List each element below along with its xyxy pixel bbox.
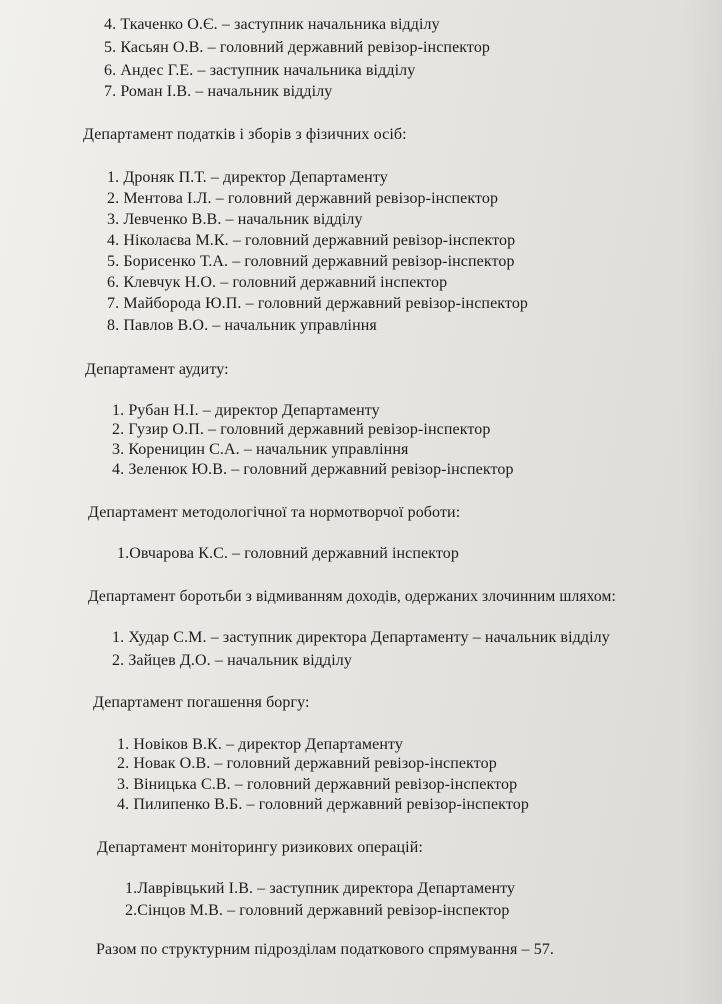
item-number: 3. (107, 211, 120, 228)
item-number: 2. (125, 902, 138, 919)
list-item (125, 901, 510, 921)
list-item (117, 795, 529, 815)
list-item (117, 735, 403, 755)
item-number: 1. (112, 402, 125, 419)
item-number: 5. (107, 253, 120, 270)
list-item (107, 189, 498, 209)
item-text: Павлов В.О. – начальник управління (123, 317, 377, 334)
item-text: Гузир О.П. – головний державний ревізор-інспектор (128, 421, 491, 438)
list-item (107, 168, 388, 188)
list-item (112, 440, 408, 460)
list-item (117, 754, 497, 774)
page-shadow (682, 0, 722, 1004)
item-text: Худар С.М. – заступник директора Департаменту – начальник відділу (128, 629, 610, 646)
item-number: 1. (125, 880, 138, 897)
list-item (112, 651, 352, 671)
item-text: Пилипенко В.Б. – головний державний ревізор-інспектор (133, 796, 529, 813)
item-number: 6. (107, 274, 120, 291)
item-number: 5. (104, 39, 117, 56)
list-item (112, 401, 380, 421)
item-text: Касьян О.В. – головний державний ревізор-інспектор (120, 39, 491, 56)
item-number: 1. (107, 169, 120, 186)
item-number: 2. (112, 652, 125, 669)
list-item (107, 252, 515, 272)
list-item (104, 38, 490, 58)
item-number: 7. (107, 295, 120, 312)
item-text: Новак О.В. – головний державний ревізор-інспектор (133, 755, 497, 772)
item-text: Борисенко Т.А. – головний державний ревізор-інспектор (123, 253, 515, 270)
section-heading: Департамент аудиту: (85, 361, 229, 378)
list-item (107, 294, 528, 314)
list-item (107, 210, 363, 230)
total-summary: Разом по структурним підрозділам податкового спрямування – 57. (96, 941, 555, 958)
item-number: 4. (117, 796, 130, 813)
section-heading: Департамент моніторингу ризикових операцій: (97, 839, 423, 856)
list-item (104, 61, 415, 81)
item-text: Овчарова К.С. – головний державний інспектор (129, 545, 459, 562)
item-number: 8. (107, 317, 120, 334)
list-item (112, 420, 490, 440)
item-text: Зайцев Д.О. – начальник відділу (128, 652, 352, 669)
item-number: 4. (104, 16, 117, 33)
item-number: 2. (107, 190, 120, 207)
section-heading: Департамент боротьби з відмиванням доходів, одержаних злочинним шляхом: (88, 588, 616, 605)
section-heading: Департамент погашення боргу: (93, 694, 310, 711)
list-item (107, 316, 377, 336)
list-item (117, 544, 459, 564)
item-text: Ткаченко О.Є. – заступник начальника відділу (120, 16, 440, 33)
list-item (104, 82, 332, 102)
item-number: 4. (107, 232, 120, 249)
list-item (107, 231, 515, 251)
item-number: 3. (112, 441, 125, 458)
item-text: Рубан Н.І. – директор Департаменту (128, 402, 380, 419)
item-text: Клевчук Н.О. – головний державний інспектор (123, 274, 448, 291)
item-text: Зеленюк Ю.В. – головний державний ревізор-інспектор (128, 461, 514, 478)
section-heading: Департамент податків і зборів з фізичних осіб: (83, 126, 407, 143)
item-text: Ментова І.Л. – головний державний ревізор-інспектор (123, 190, 499, 207)
item-text: Роман І.В. – начальник відділу (120, 83, 333, 100)
item-text: Віницька С.В. – головний державний ревізор-інспектор (133, 776, 518, 793)
item-number: 4. (112, 461, 125, 478)
list-item (112, 460, 514, 480)
list-item (112, 628, 610, 648)
item-number: 1. (117, 736, 130, 753)
list-item (107, 273, 447, 293)
item-text: Дроняк П.Т. – директор Департаменту (123, 169, 388, 186)
item-number: 1. (112, 629, 125, 646)
item-text: Левченко В.В. – начальник відділу (123, 211, 363, 228)
item-number: 6. (104, 62, 117, 79)
list-item (104, 15, 440, 35)
item-number: 2. (117, 755, 130, 772)
item-text: Сінцов М.В. – головний державний ревізор-інспектор (137, 902, 510, 919)
item-text: Лаврівцький І.В. – заступник директора Департаменту (137, 880, 516, 897)
item-number: 1. (117, 545, 130, 562)
item-number: 2. (112, 421, 125, 438)
section-heading: Департамент методологічної та нормотворчої роботи: (88, 504, 461, 521)
item-text: Майборода Ю.П. – головний державний ревізор-інспектор (123, 295, 529, 312)
item-number: 3. (117, 776, 130, 793)
item-text: Ніколаєва М.К. – головний державний ревізор-інспектор (123, 232, 516, 249)
item-number: 7. (104, 83, 117, 100)
list-item (117, 775, 517, 795)
list-item (125, 879, 515, 899)
item-text: Новіков В.К. – директор Департаменту (133, 736, 403, 753)
item-text: Кореницин С.А. – начальник управління (128, 441, 409, 458)
item-text: Андес Г.Е. – заступник начальника відділу (120, 62, 416, 79)
